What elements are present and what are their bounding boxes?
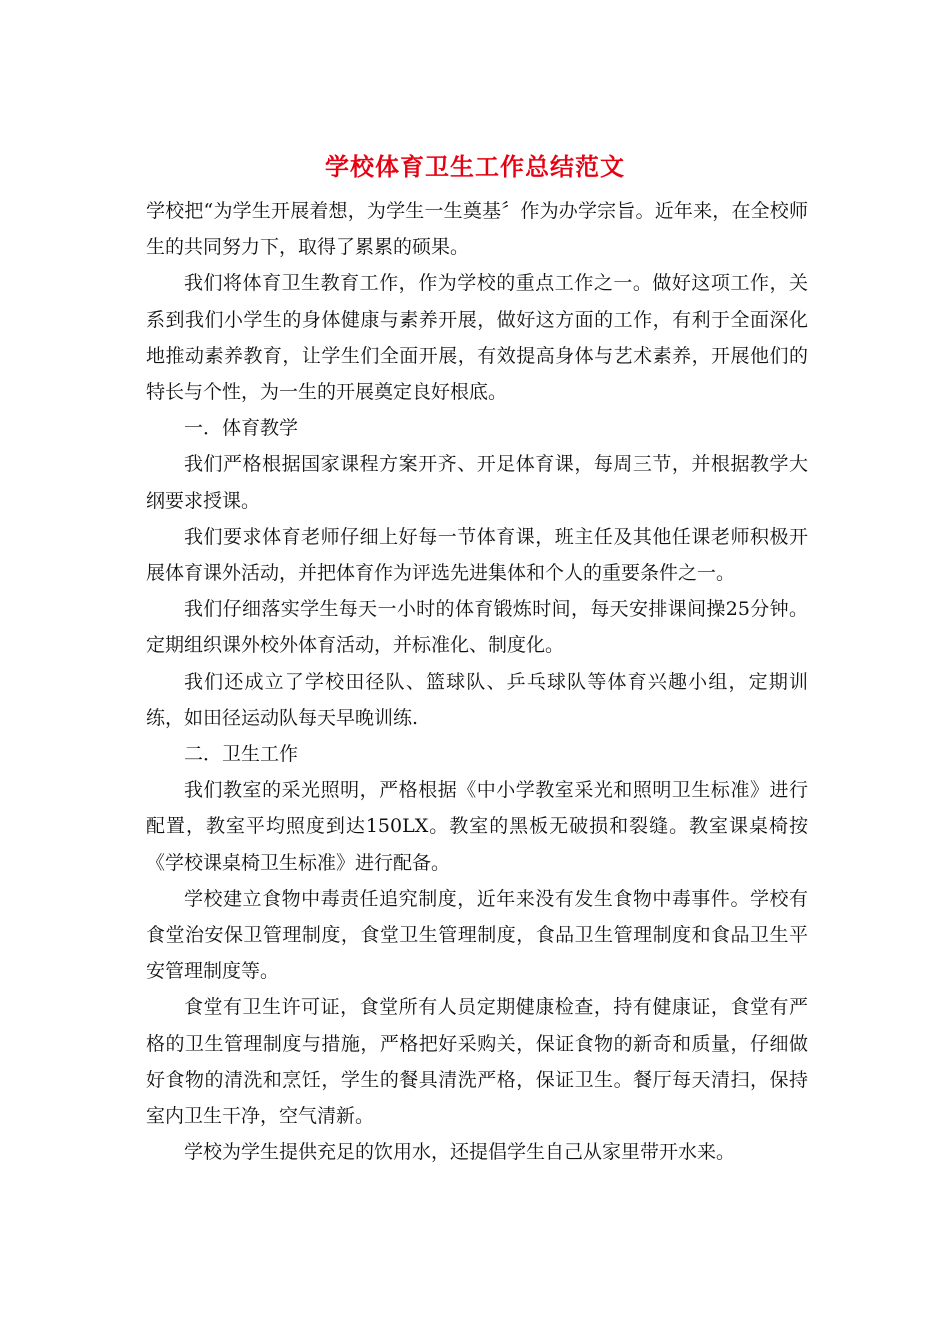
section-heading-pe: 一．体育教学	[184, 417, 299, 440]
paragraph-intro: 学校把“为学生开展着想，为学生一生奠基〞作为办学宗旨。近年来，在全校师生的共同努力下，取得了累累的硕果。	[146, 200, 808, 259]
paragraph-importance: 我们将体育卫生教育工作，作为学校的重点工作之一。做好这项工作，关系到我们小学生的身体健康与素养开展，做好这方面的工作，有利于全面深化地推动素养教育，让学生们全面开展，有效提高身体与艺术素养，开展他们的特长与个性，为一生的开展奠定良好根底。	[146, 272, 808, 404]
section-heading-hygiene: 二．卫生工作	[184, 743, 299, 766]
document-title: 学校体育卫生工作总结范文	[325, 152, 625, 181]
paragraph-hygiene-canteen: 食堂有卫生许可证，食堂所有人员定期健康检查，持有健康证，食堂有严格的卫生管理制度与措施，严格把好采购关，保证食物的新奇和质量，仔细做好食物的清洗和烹饪，学生的餐具清洗严格，保证卫生。餐厅每天清扫，保持室内卫生干净，空气清新。	[146, 996, 808, 1128]
paragraph-pe-curriculum: 我们严格根据国家课程方案开齐、开足体育课，每周三节，并根据教学大纲要求授课。	[146, 453, 808, 512]
paragraph-hygiene-food-safety: 学校建立食物中毒责任追究制度，近年来没有发生食物中毒事件。学校有食堂治安保卫管理制度，食堂卫生管理制度，食品卫生管理制度和食品卫生平安管理制度等。	[146, 887, 808, 983]
paragraph-pe-teachers: 我们要求体育老师仔细上好每一节体育课，班主任及其他任课老师积极开展体育课外活动，并把体育作为评选先进集体和个人的重要条件之一。	[146, 525, 808, 585]
paragraph-pe-teams: 我们还成立了学校田径队、篮球队、乒乓球队等体育兴趣小组，定期训练，如田径运动队每天早晚训练.	[146, 670, 808, 729]
document-body	[146, 193, 808, 1170]
paragraph-pe-exercise: 我们仔细落实学生每天一小时的体育锻炼时间，每天安排课间操25分钟。定期组织课外校外体育活动，并标准化、制度化。	[146, 598, 808, 657]
paragraph-hygiene-water: 学校为学生提供充足的饮用水，还提倡学生自己从家里带开水来。	[184, 1141, 736, 1164]
paragraph-hygiene-lighting: 我们教室的采光照明，严格根据《中小学教室采光和照明卫生标准》进行配置，教室平均照度到达150LX。教室的黑板无破损和裂缝。教室课桌椅按《学校课桌椅卫生标准》进行配备。	[146, 779, 808, 874]
